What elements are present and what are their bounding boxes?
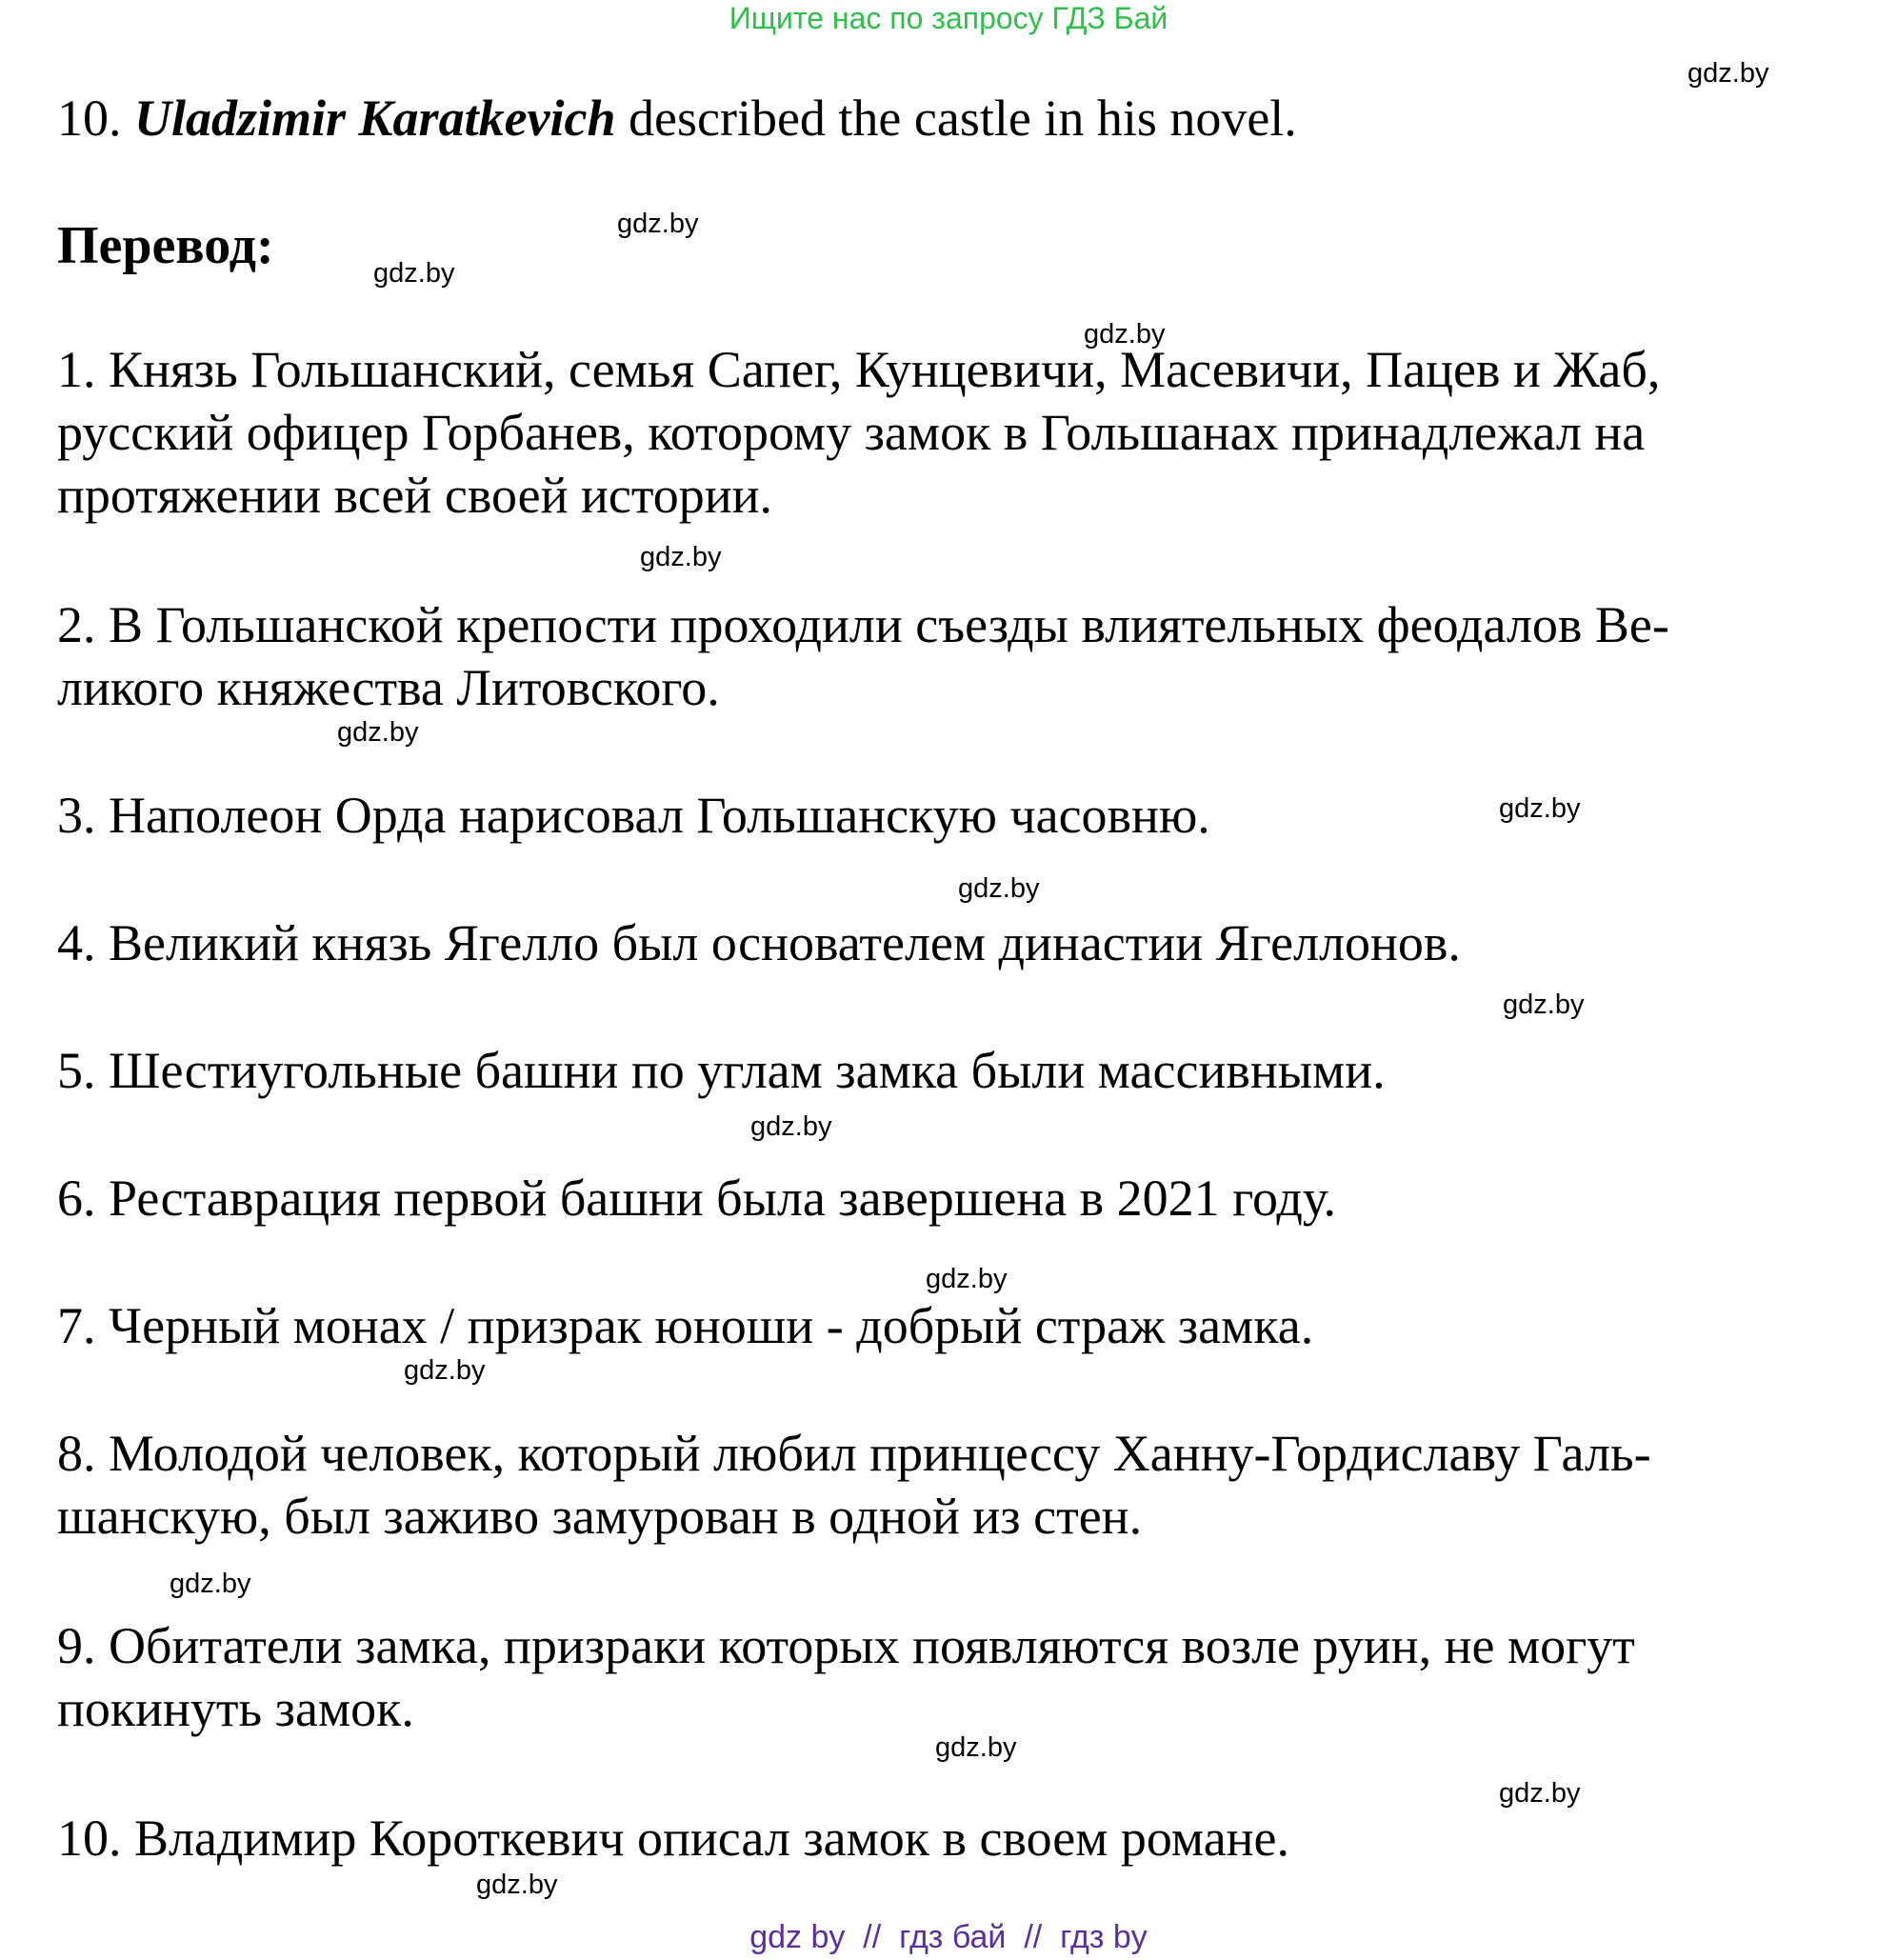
watermark: gdz.by [1687,58,1769,89]
translation-heading: Перевод: [57,216,274,275]
author-name: Uladzimir Karatkevich [134,90,616,147]
watermark: gdz.by [1499,1778,1581,1809]
translation-item-9: 9. Обитатели замка, призраки которых появляются возле руин, не могут [57,1617,1635,1674]
watermark: gdz.by [337,717,419,748]
watermark: gdz.by [476,1870,558,1900]
watermark: gdz.by [1499,793,1581,824]
translation-item-8: шанскую, был заживо замурован в одной из стен. [57,1488,1143,1545]
translation-item-7: 7. Черный монах / призрак юноши - добрый страж замка. [57,1297,1314,1354]
watermark: gdz.by [640,542,722,572]
translation-item-5: 5. Шестиугольные башни по углам замка были массивными. [57,1042,1386,1099]
translation-item-4: 4. Великий князь Ягелло был основателем династии Ягеллонов. [57,914,1461,971]
footer-links: gdz by // гдз бай // гдз by [749,1919,1148,1955]
sentence-rest: described the castle in his novel. [629,90,1297,147]
translation-item-9: покинуть замок. [57,1680,414,1737]
watermark: gdz.by [750,1111,832,1142]
watermark: gdz.by [1503,990,1585,1020]
watermark: gdz.by [935,1732,1017,1763]
translation-item-6: 6. Реставрация первой башни была завершена в 2021 году. [57,1170,1336,1227]
item-number: 10. [57,90,122,147]
watermark: gdz.by [926,1264,1008,1294]
translation-item-10: 10. Владимир Короткевич описал замок в своем романе. [57,1810,1290,1867]
watermark: gdz.by [373,258,455,289]
translation-item-3: 3. Наполеон Орда нарисовал Гольшанскую часовню. [57,787,1210,844]
translation-item-2: ликого княжества Литовского. [57,659,720,716]
translation-item-1: протяжении всей своей истории. [57,467,773,524]
translation-item-1: русский офицер Горбанев, которому замок в Гольшанах принадлежал на [57,404,1646,461]
watermark: gdz.by [617,209,699,239]
watermark: gdz.by [1084,319,1166,350]
top-banner: Ищите нас по запросу ГДЗ Бай [729,1,1168,35]
translation-item-2: 2. В Гольшанской крепости проходили съезды влиятельных феодалов Ве- [57,596,1669,653]
watermark: gdz.by [958,873,1040,904]
translation-item-1: 1. Князь Гольшанский, семья Сапег, Кунцевичи, Масевичи, Пацев и Жаб, [57,341,1661,398]
translation-item-8: 8. Молодой человек, который любил принцессу Ханну-Гордиславу Галь- [57,1425,1651,1482]
watermark: gdz.by [404,1355,486,1386]
english-sentence-10 [57,86,1297,150]
watermark: gdz.by [170,1569,251,1599]
